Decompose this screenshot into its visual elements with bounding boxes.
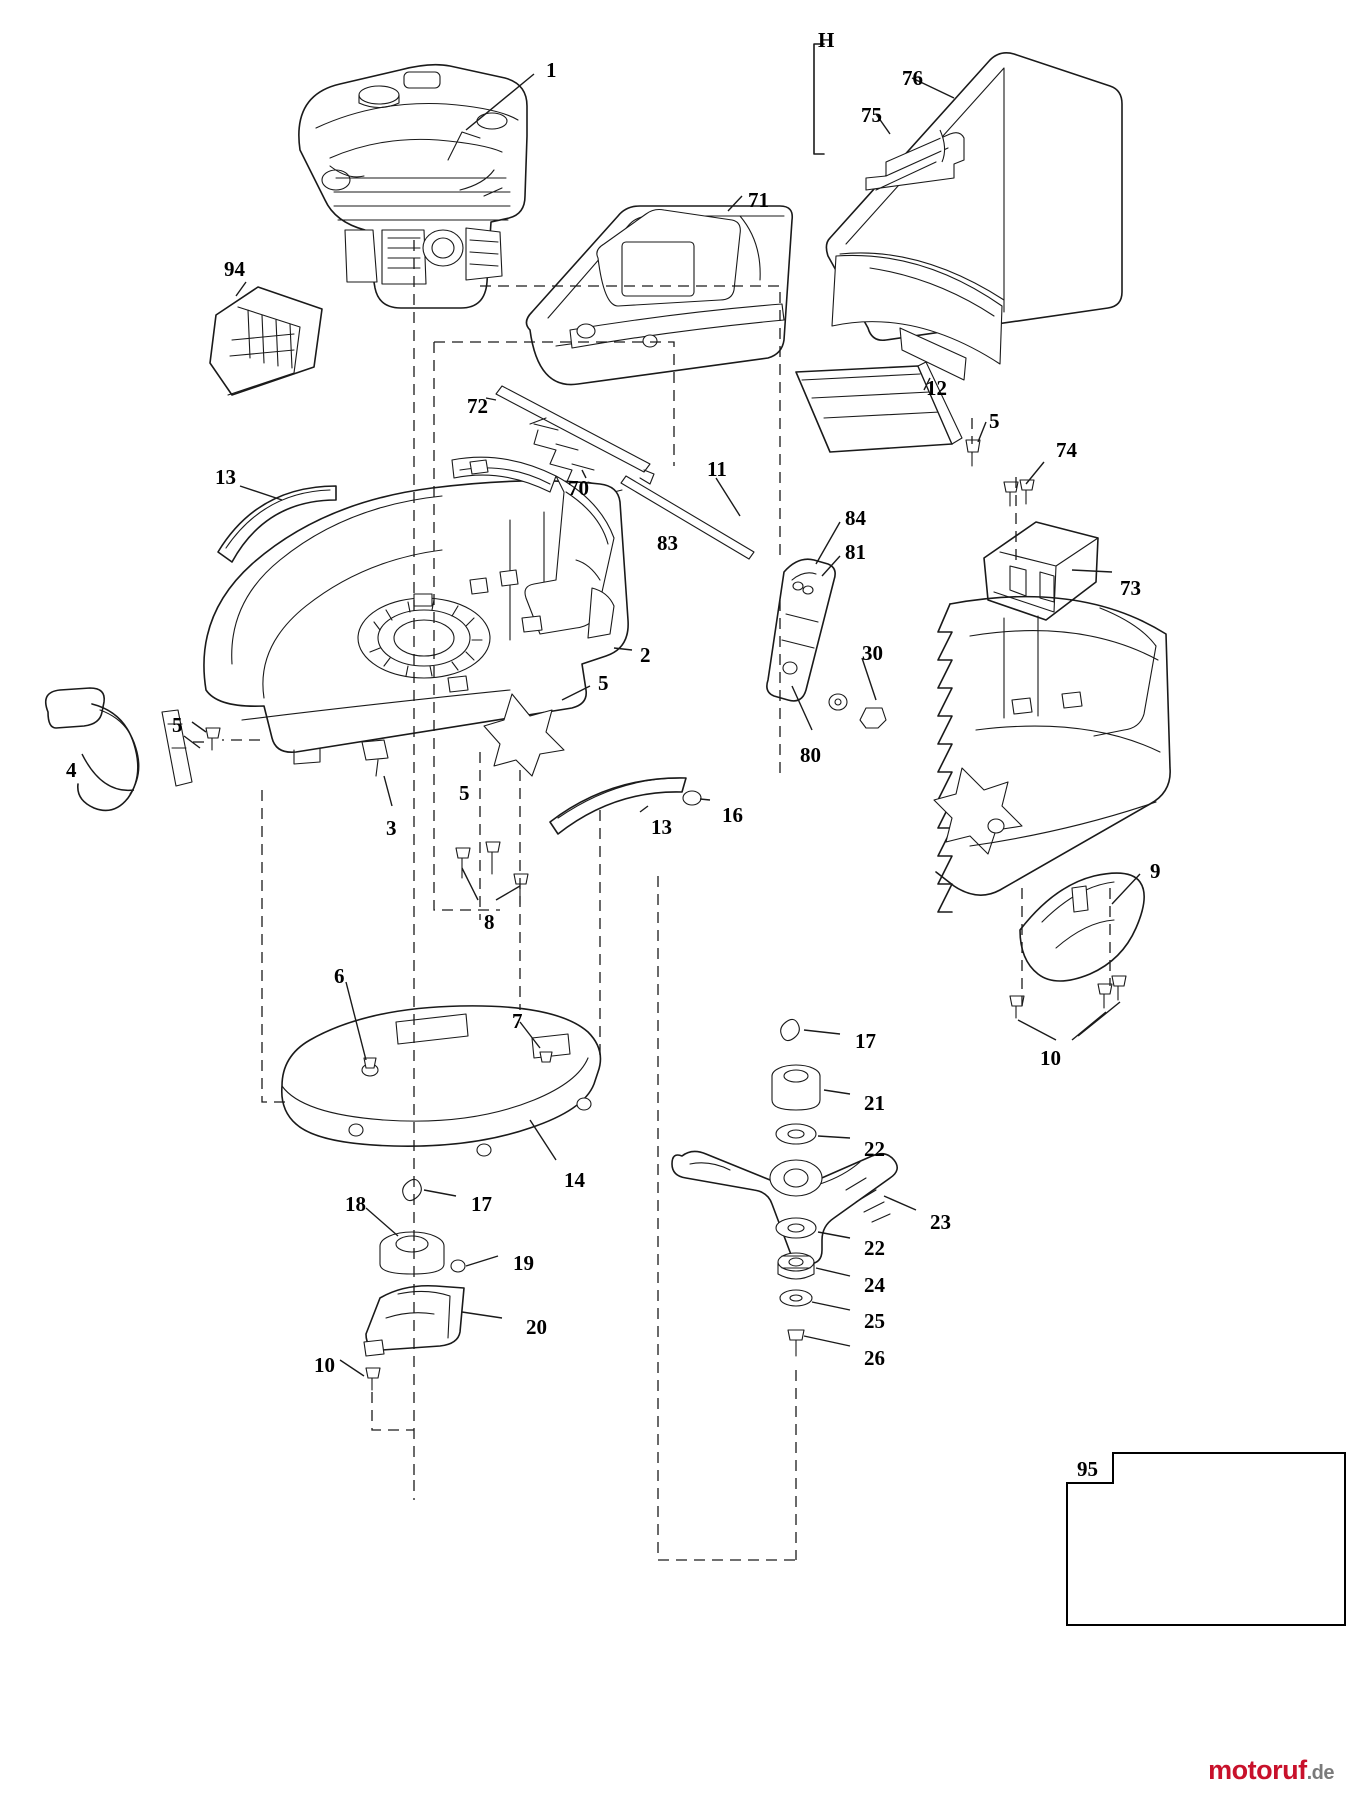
callout-94: 94 bbox=[224, 257, 245, 281]
callout-13-a: 13 bbox=[215, 465, 236, 489]
callout-22-b: 22 bbox=[864, 1236, 885, 1260]
callout-84: 84 bbox=[845, 506, 866, 530]
callout-17-a: 17 bbox=[471, 1192, 492, 1216]
callout-26: 26 bbox=[864, 1346, 885, 1370]
callout-8: 8 bbox=[484, 910, 495, 934]
callout-2: 2 bbox=[640, 643, 651, 667]
callout-12: 12 bbox=[926, 376, 947, 400]
callout-21: 21 bbox=[864, 1091, 885, 1115]
callout-11: 11 bbox=[707, 457, 727, 481]
part-16 bbox=[683, 791, 710, 805]
part-8-screws bbox=[456, 842, 528, 904]
callout-7: 7 bbox=[512, 1009, 523, 1033]
callout-5-d: 5 bbox=[459, 781, 470, 805]
callout-17-b: 17 bbox=[855, 1029, 876, 1053]
callout-6: 6 bbox=[334, 964, 345, 988]
part-94 bbox=[210, 282, 322, 395]
callout-14: 14 bbox=[564, 1168, 585, 1192]
callout-19: 19 bbox=[513, 1251, 534, 1275]
callout-30: 30 bbox=[862, 641, 883, 665]
callout-3: 3 bbox=[386, 816, 397, 840]
callout-1: 1 bbox=[546, 58, 557, 82]
part-73-74 bbox=[984, 462, 1112, 620]
callout-80: 80 bbox=[800, 743, 821, 767]
callout-23: 23 bbox=[930, 1210, 951, 1234]
part-71 bbox=[526, 196, 792, 385]
inset-number-95: 95 bbox=[1077, 1457, 1098, 1481]
callout-H: H bbox=[818, 28, 835, 52]
callout-83: 83 bbox=[657, 531, 678, 555]
part-12 bbox=[796, 362, 986, 466]
callout-16: 16 bbox=[722, 803, 743, 827]
engine-part-1 bbox=[299, 65, 534, 308]
callout-70: 70 bbox=[568, 476, 589, 500]
callout-5-c: 5 bbox=[172, 713, 183, 737]
callout-5-b: 5 bbox=[598, 671, 609, 695]
callout-74: 74 bbox=[1056, 438, 1077, 462]
callout-81: 81 bbox=[845, 540, 866, 564]
callout-10-b: 10 bbox=[314, 1353, 335, 1377]
callout-9: 9 bbox=[1150, 859, 1161, 883]
callout-24: 24 bbox=[864, 1273, 885, 1297]
watermark-main: motoruf bbox=[1208, 1755, 1307, 1785]
callout-18: 18 bbox=[345, 1192, 366, 1216]
callout-75: 75 bbox=[861, 103, 882, 127]
blade-assembly bbox=[672, 1019, 916, 1356]
callout-20: 20 bbox=[526, 1315, 547, 1339]
grass-bag-76 bbox=[814, 44, 1122, 380]
watermark-suffix: .de bbox=[1306, 1762, 1334, 1784]
callout-76: 76 bbox=[902, 66, 923, 90]
callout-4: 4 bbox=[66, 758, 77, 782]
callout-5-a: 5 bbox=[989, 409, 1000, 433]
callout-13-b: 13 bbox=[651, 815, 672, 839]
callout-71: 71 bbox=[748, 188, 769, 212]
callout-10-a: 10 bbox=[1040, 1046, 1061, 1070]
callout-22-a: 22 bbox=[864, 1137, 885, 1161]
part-9 bbox=[1010, 873, 1144, 1040]
part-6-14-skirt bbox=[282, 982, 601, 1160]
callout-73: 73 bbox=[1120, 576, 1141, 600]
callout-72: 72 bbox=[467, 394, 488, 418]
part-11 bbox=[621, 476, 754, 559]
deck-detail-right bbox=[934, 597, 1170, 912]
part-4-handle bbox=[46, 688, 220, 810]
callout-25: 25 bbox=[864, 1309, 885, 1333]
watermark bbox=[1208, 1755, 1334, 1786]
part-81-84 bbox=[767, 522, 886, 730]
